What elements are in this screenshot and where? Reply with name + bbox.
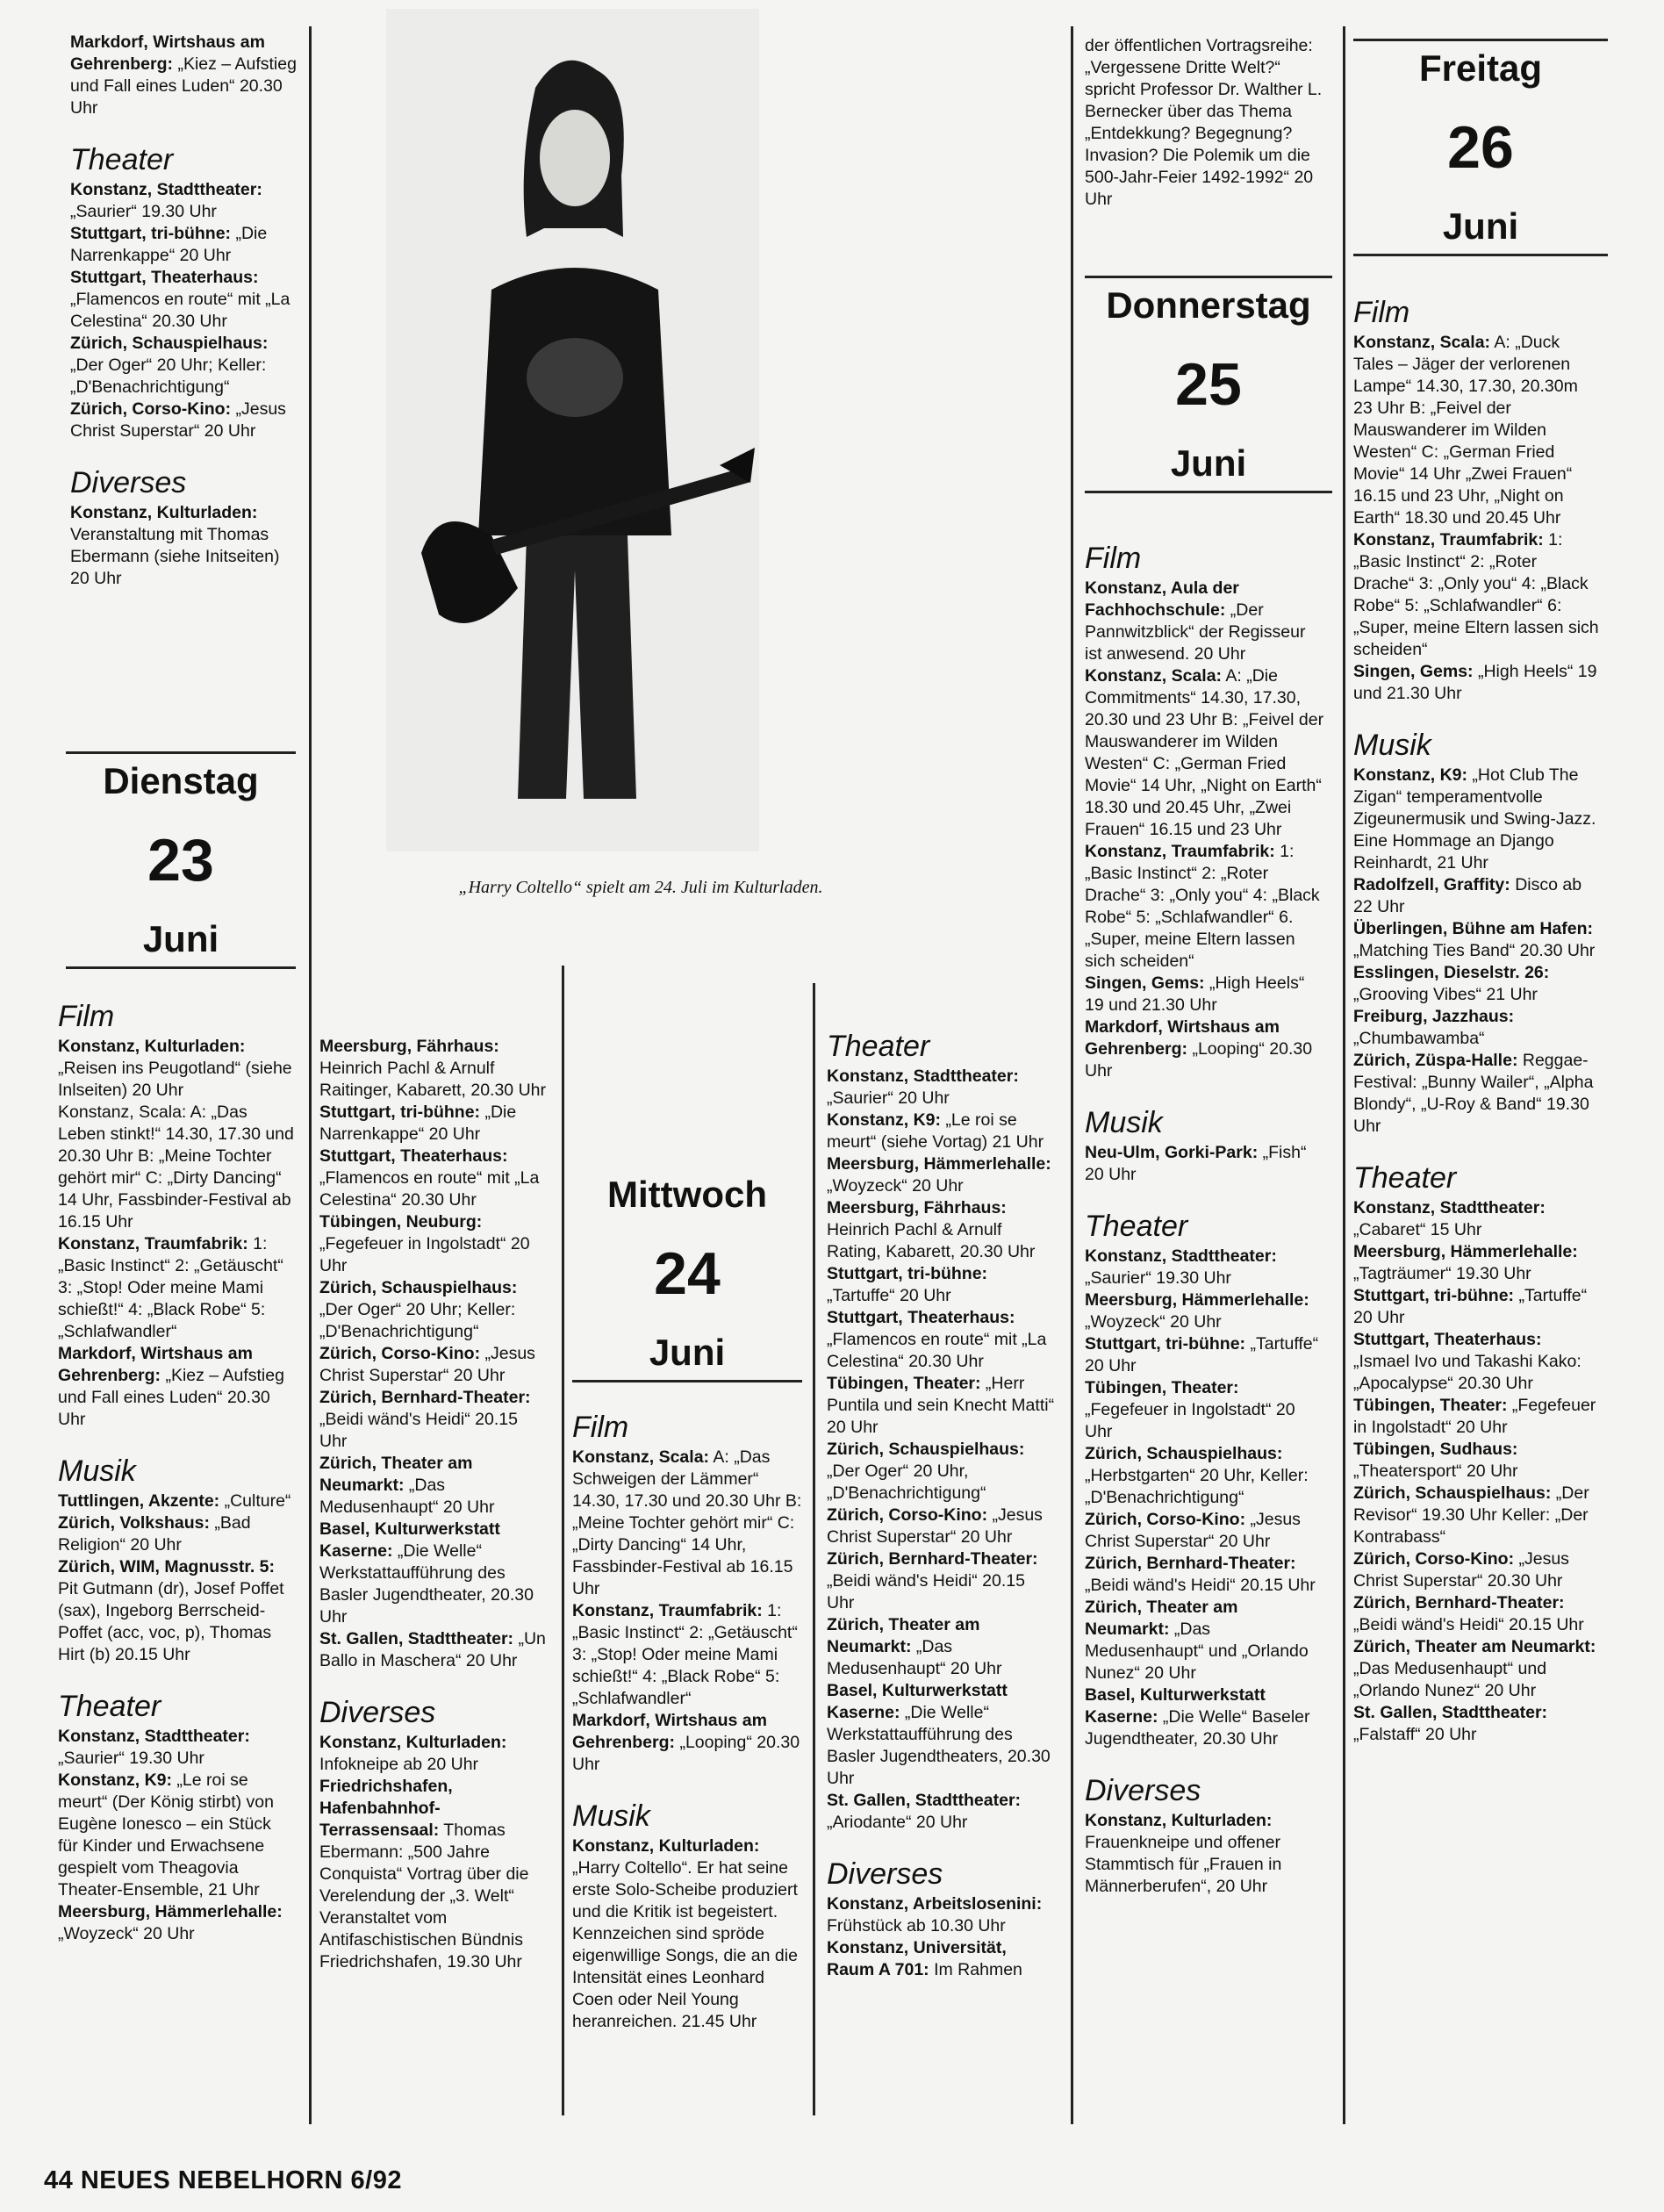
section-heading: Musik	[58, 1454, 136, 1488]
listing-entry: Tübingen, Theater: „Herr Puntila und sein Knecht Matti“ 20 Uhr	[827, 1374, 1055, 1437]
listing-entry: Konstanz, Stadttheater: „Saurier“ 19.30 Uhr	[1085, 1246, 1277, 1288]
section-heading: Musik	[1353, 729, 1431, 762]
day-number: 26	[1447, 114, 1514, 181]
listing-entry: Konstanz, Scala: A: „Die Commitments“ 14.30, 17.30, 20.30 und 23 Uhr B: „Feivel der Mauswanderer im Wilden Westen“ C: „German Fried Movie“ 14 Uhr, „Night on Earth“ 18.30 und 20.45 Uhr, „Zwei Frauen“ 16.15 und 23 Uhr	[1085, 666, 1324, 839]
listing-entry: Zürich, Theater am Neumarkt: „Das Medusenhaupt“ 20 Uhr	[827, 1615, 1002, 1678]
section-heading: Theater	[1353, 1161, 1457, 1195]
page-footer: 44 NEUES NEBELHORN 6/92	[44, 2166, 402, 2194]
section-heading: Theater	[827, 1030, 930, 1063]
column-5-bottom	[1085, 541, 1327, 1898]
listing-entry: Zürich, Bernhard-Theater: „Beidi wänd's Heidi“ 20.15 Uhr	[1353, 1593, 1584, 1634]
listing-entry: Zürich, Schauspielhaus: „Der Revisor“ 19.30 Uhr Keller: „Der Kontrabass“	[1353, 1483, 1589, 1547]
section-heading: Musik	[572, 1799, 650, 1833]
section-heading: Theater	[58, 1690, 161, 1723]
listing-entry: Freiburg, Jazzhaus: „Chumbawamba“	[1353, 1007, 1515, 1048]
listing-entry: St. Gallen, Stadttheater: „Un Ballo in Maschera“ 20 Uhr	[319, 1629, 546, 1670]
column-5-top	[1085, 35, 1332, 211]
listing-entry: Konstanz, K9: „Le roi se meurt“ (Der König stirbt) von Eugène Ionesco – ein Stück für Kinder und Erwachsene gespielt vom Theagovia Theater-Ensemble, 21 Uhr	[58, 1770, 274, 1900]
listing-entry: Zürich, Schauspielhaus: „Der Oger“ 20 Uhr, „D'Benachrichtigung“	[827, 1440, 1025, 1503]
listing-entry: Stuttgart, Theaterhaus: „Ismael Ivo und Takashi Kako: „Apocalypse“ 20.30 Uhr	[1353, 1330, 1582, 1393]
listing-entry: Zürich, Bernhard-Theater: „Beidi wänd's Heidi“ 20.15 Uhr	[319, 1388, 531, 1451]
listing-entry: Zürich, Volkshaus: „Bad Religion“ 20 Uhr	[58, 1513, 251, 1555]
section-heading: Diverses	[1085, 1774, 1201, 1807]
listing-entry: St. Gallen, Stadttheater: „Falstaff“ 20 Uhr	[1353, 1703, 1548, 1744]
listing-entry: Zürich, Corso-Kino: „Jesus Christ Superstar“ 20 Uhr	[319, 1344, 535, 1385]
listing-entry: Zürich, Bernhard-Theater: „Beidi wänd's Heidi“ 20.15 Uhr	[827, 1549, 1038, 1612]
listing-entry: Konstanz, Arbeitslosenini: Frühstück ab 10.30 Uhr	[827, 1894, 1043, 1936]
listing-entry: Basel, Kulturwerkstatt Kaserne: „Die Welle“ Baseler Jugendtheater, 20.30 Uhr	[1085, 1685, 1310, 1749]
listing-entry: Konstanz, K9: „Hot Club The Zigan“ temperamentvolle Zigeunermusik und Swing-Jazz. Eine Hommage an Django Reinhardt, 21 Uhr	[1353, 765, 1596, 873]
listing-entry: Meersburg, Hämmerlehalle: „Woyzeck“ 20 Uhr	[58, 1902, 283, 1943]
photo-harry-coltello	[386, 9, 759, 851]
day-month: Juni	[142, 918, 219, 959]
listing-entry: Tübingen, Neuburg: „Fegefeuer in Ingolstadt“ 20 Uhr	[319, 1212, 530, 1275]
listing-entry: Konstanz, Stadttheater: „Saurier“ 19.30 Uhr	[58, 1727, 250, 1768]
day-name: Mittwoch	[607, 1174, 767, 1215]
listing-entry: Stuttgart, tri-bühne: „Die Narrenkappe“ 20 Uhr	[319, 1102, 517, 1144]
listing-entry: Basel, Kulturwerkstatt Kaserne: „Die Welle“ Werkstattaufführung des Basler Jugendtheaters, 20.30 Uhr	[827, 1681, 1051, 1788]
section-heading: Musik	[1085, 1106, 1163, 1139]
day-header-mittwoch	[572, 1167, 802, 1382]
listing-entry: Zürich, Züspa-Halle: Reggae-Festival: „Bunny Wailer“, „Alpha Blondy“, „U-Roy & Band“ 19.30 Uhr	[1353, 1051, 1594, 1136]
listing-entry: Zürich, Theater am Neumarkt: „Das Medusenhaupt“ und „Orlando Nunez“ 20 Uhr	[1353, 1637, 1596, 1700]
column-3	[572, 1410, 802, 2033]
listing-entry: Konstanz, K9: „Le roi se meurt“ (siehe Vortag) 21 Uhr	[827, 1110, 1044, 1152]
listing-entry: Tuttlingen, Akzente: „Culture“	[58, 1491, 291, 1511]
listing-entry: Konstanz, Scala: A: „Duck Tales – Jäger der verlorenen Lampe“ 14.30, 17.30, 20.30m 23 Uhr B: „Feivel der Mauswanderer im Wilden Westen“ C: „German Fried Movie“ 14 Uhr „Zwei Frauen“ 16.15 und 23 Uhr, „Night on Earth“ 18.30 und 20.45 Uhr	[1353, 333, 1578, 528]
day-header-donnerstag	[1085, 276, 1332, 493]
listing-entry: Konstanz, Traumfabrik: 1: „Basic Instinct“ 2: „Getäuscht“ 3: „Stop! Oder meine Mami schießt!“ 4: „Black Robe“ 5: „Schlafwandler“	[572, 1601, 798, 1708]
listing-entry: Konstanz, Scala: A: „Das Leben stinkt!“ 14.30, 17.30 und 20.30 Uhr B: „Meine Tochter gehört mir“ C: „Dirty Dancing“ 14 Uhr, Fassbinder-Festival ab 16.15 Uhr	[58, 1102, 294, 1232]
listing-entry: Konstanz, Kulturladen: „Reisen ins Peugotland“ (siehe Inlseiten) 20 Uhr	[58, 1037, 292, 1100]
listing-entry: Zürich, Schauspielhaus: „Herbstgarten“ 20 Uhr, Keller: „D'Benachrichtigung“	[1085, 1444, 1309, 1507]
listing-entry: St. Gallen, Stadttheater: „Ariodante“ 20 Uhr	[827, 1791, 1022, 1832]
day-header-freitag	[1353, 39, 1608, 256]
guitarist-photo-icon	[386, 9, 759, 851]
listing-entry: Konstanz, Kulturladen: Infokneipe ab 20 Uhr	[319, 1733, 507, 1774]
section-heading: Film	[58, 1000, 115, 1033]
listing-entry: Zürich, Theater am Neumarkt: „Das Medusenhaupt“ 20 Uhr	[319, 1454, 495, 1517]
section-heading: Diverses	[827, 1857, 943, 1891]
listing-entry: Stuttgart, tri-bühne: „Tartuffe“ 20 Uhr	[1085, 1334, 1319, 1375]
listing-entry: Markdorf, Wirtshaus am Gehrenberg: „Kiez – Aufstieg und Fall eines Luden“ 20.30 Uhr	[58, 1344, 284, 1429]
section-heading: Film	[1085, 542, 1142, 575]
listing-entry: Zürich, Schauspielhaus: „Der Oger“ 20 Uhr; Keller: „D'Benachrichtigung“	[319, 1278, 518, 1341]
listing-entry: Stuttgart, Theaterhaus: „Flamencos en route“ mit „La Celestina“ 20.30 Uhr	[70, 268, 290, 331]
column-4	[827, 1029, 1057, 1981]
day-name: Freitag	[1418, 47, 1543, 89]
listing-entry: Konstanz, Kulturladen: „Harry Coltello“. Er hat seine erste Solo-Scheibe produziert und die Kritik ist begeistert. Kennzeichen sind spröde eigenwillige Songs, die an die Intensität eines Leonhard Coen oder Neil Young heranreichen. 21.45 Uhr	[572, 1836, 798, 2031]
listing-entry: Meersburg, Fährhaus: Heinrich Pachl & Arnulf Rating, Kabarett, 20.30 Uhr	[827, 1198, 1036, 1261]
listing-entry: Radolfzell, Graffity: Disco ab 22 Uhr	[1353, 875, 1582, 916]
listing-entry: Stuttgart, Theaterhaus: „Flamencos en route“ mit „La Celestina“ 20.30 Uhr	[319, 1146, 540, 1210]
listing-entry: Markdorf, Wirtshaus am Gehrenberg: „Looping“ 20.30 Uhr	[1085, 1017, 1313, 1081]
column-6	[1353, 295, 1599, 1746]
section-heading: Theater	[1085, 1210, 1188, 1243]
listing-entry: Meersburg, Hämmerlehalle: „Woyzeck“ 20 Uhr	[827, 1154, 1051, 1196]
listing-entry: Konstanz, Universität, Raum A 701: Im Rahmen	[827, 1938, 1022, 1979]
listing-entry: Tübingen, Sudhaus: „Theatersport“ 20 Uhr	[1353, 1440, 1518, 1481]
listing-entry: Singen, Gems: „High Heels“ 19 und 21.30 Uhr	[1085, 973, 1305, 1015]
column-2	[319, 1036, 549, 1973]
listing-entry: Zürich, Corso-Kino: „Jesus Christ Superstar“ 20 Uhr	[70, 399, 286, 441]
section-heading: Film	[572, 1411, 629, 1444]
listing-entry: Tübingen, Theater: „Fegefeuer in Ingolstadt“ 20 Uhr	[1085, 1378, 1295, 1441]
listing-entry: Meersburg, Hämmerlehalle: „Tagträumer“ 19.30 Uhr	[1353, 1242, 1578, 1283]
day-number: 24	[654, 1240, 721, 1307]
listing-entry: Überlingen, Bühne am Hafen: „Matching Ties Band“ 20.30 Uhr	[1353, 919, 1596, 960]
divider-2	[562, 966, 564, 2115]
listing-entry: Meersburg, Hämmerlehalle: „Woyzeck“ 20 Uhr	[1085, 1290, 1309, 1332]
listing-entry: Konstanz, Stadttheater: „Saurier“ 20 Uhr	[827, 1066, 1019, 1108]
listing-entry: Konstanz, Stadttheater: „Cabaret“ 15 Uhr	[1353, 1198, 1546, 1239]
day-month: Juni	[1442, 205, 1519, 247]
divider-3	[813, 983, 815, 2115]
column-1-top	[70, 32, 300, 590]
listing-entry: Esslingen, Dieselstr. 26: „Grooving Vibes“ 21 Uhr	[1353, 963, 1550, 1004]
day-number: 25	[1175, 351, 1242, 418]
section-heading: Film	[1353, 296, 1410, 329]
listing-entry: Friedrichshafen, Hafenbahnhof-Terrassensaal: Thomas Ebermann: „500 Jahre Conquista“ Vortrag über die Verelendung der „3. Welt“ Veranstaltet vom Antifaschistischen Bündnis Friedrichshafen, 19.30 Uhr	[319, 1777, 529, 1971]
listing-entry: Konstanz, Stadttheater: „Saurier“ 19.30 Uhr	[70, 180, 262, 221]
listing-entry: Stuttgart, Theaterhaus: „Flamencos en route“ mit „La Celestina“ 20.30 Uhr	[827, 1308, 1047, 1371]
listing-entry: Konstanz, Traumfabrik: 1: „Basic Instinct“ 2: „Getäuscht“ 3: „Stop! Oder meine Mami schießt!“ 4: „Black Robe“ 5: „Schlafwandler“	[58, 1234, 283, 1341]
listing-entry: Konstanz, Traumfabrik: 1: „Basic Instinct“ 2: „Roter Drache“ 3: „Only you“ 4: „Black Robe“ 5: „Schlafwandler“ 6: „Super, meine Eltern lassen sich scheiden“	[1353, 530, 1599, 659]
day-number: 23	[147, 827, 214, 894]
listing-entry: Meersburg, Fährhaus: Heinrich Pachl & Arnulf Raitinger, Kabarett, 20.30 Uhr	[319, 1037, 546, 1100]
day-name: Dienstag	[103, 760, 259, 801]
day-month: Juni	[649, 1332, 726, 1373]
day-month: Juni	[1170, 442, 1247, 484]
listing-entry: Basel, Kulturwerkstatt Kaserne: „Die Welle“ Werkstattaufführung des Basler Jugendtheater, 20.30 Uhr	[319, 1519, 534, 1627]
listing-entry: Tübingen, Theater: „Fegefeuer in Ingolstadt“ 20 Uhr	[1353, 1396, 1596, 1437]
listing-entry: Zürich, Corso-Kino: „Jesus Christ Superstar“ 20 Uhr	[1085, 1510, 1301, 1551]
listing-entry: Konstanz, Aula der Fachhochschule: „Der Pannwitzblick“ der Regisseur ist anwesend. 20 Uhr	[1085, 578, 1306, 664]
photo-caption: „Harry Coltello“ spielt am 24. Juli im Kulturladen.	[458, 878, 823, 897]
listing-entry: Zürich, Schauspielhaus: „Der Oger“ 20 Uhr; Keller: „D'Benachrichtigung“	[70, 334, 269, 397]
listing-entry: Zürich, Theater am Neumarkt: „Das Medusenhaupt“ und „Orlando Nunez“ 20 Uhr	[1085, 1598, 1309, 1683]
listing-entry: Zürich, Bernhard-Theater: „Beidi wänd's Heidi“ 20.15 Uhr	[1085, 1554, 1316, 1595]
listing-entry: Zürich, Corso-Kino: „Jesus Christ Superstar“ 20 Uhr	[827, 1505, 1043, 1547]
divider-4	[1071, 26, 1073, 2124]
day-header-dienstag	[61, 751, 300, 969]
listing-entry: Neu-Ulm, Gorki-Park: „Fish“ 20 Uhr	[1085, 1143, 1307, 1184]
column-1-bottom	[58, 999, 295, 1945]
listing-entry: Konstanz, Kulturladen: Frauenkneipe und offener Stammtisch für „Frauen in Männerberufen“, 20 Uhr	[1085, 1811, 1282, 1896]
section-heading: Theater	[70, 143, 174, 176]
listing-entry: Stuttgart, tri-bühne: „Tartuffe“ 20 Uhr	[1353, 1286, 1588, 1327]
listing-entry: Konstanz, Traumfabrik: 1: „Basic Instinct“ 2: „Roter Drache“ 3: „Only you“ 4: „Black Robe“ 5: „Schlafwandler“ 6. „Super, meine Eltern lassen sich scheiden“	[1085, 842, 1320, 971]
listing-entry: Stuttgart, tri-bühne: „Tartuffe“ 20 Uhr	[827, 1264, 988, 1305]
listing-entry: Markdorf, Wirtshaus am Gehrenberg: „Looping“ 20.30 Uhr	[572, 1711, 800, 1774]
divider-5	[1343, 26, 1345, 2124]
divider-1	[309, 26, 312, 2124]
listing-entry: Stuttgart, tri-bühne: „Die Narrenkappe“ 20 Uhr	[70, 224, 268, 265]
listing-entry: Konstanz, Scala: A: „Das Schweigen der Lämmer“ 14.30, 17.30 und 20.30 Uhr B: „Meine Tochter gehört mir“ C: „Dirty Dancing“ 14 Uhr, Fassbinder-Festival ab 16.15 Uhr	[572, 1447, 802, 1598]
listing-entry: Konstanz, Kulturladen: Veranstaltung mit Thomas Ebermann (siehe Initseiten) 20 Uhr	[70, 503, 280, 588]
section-heading: Diverses	[70, 466, 187, 499]
listing-entry: der öffentlichen Vortragsreihe: „Vergessene Dritte Welt?“ spricht Professor Dr. Walther L. Bernecker über das Thema „Entdekkung? Begegnung? Invasion? Die Polemik um die 500-Jahr-Feier 1492-1992“ 20 Uhr	[1085, 36, 1323, 209]
listing-entry: Singen, Gems: „High Heels“ 19 und 21.30 Uhr	[1353, 662, 1597, 703]
listing-entry: Zürich, WIM, Magnusstr. 5: Pit Gutmann (dr), Josef Poffet (sax), Ingeborg Berrscheid-Poffet (acc, voc, p), Thomas Hirt (b) 20.15 Uhr	[58, 1557, 284, 1664]
section-heading: Diverses	[319, 1696, 436, 1729]
listing-entry: Markdorf, Wirtshaus am Gehrenberg: „Kiez – Aufstieg und Fall eines Luden“ 20.30 Uhr	[70, 32, 297, 118]
listing-entry: Zürich, Corso-Kino: „Jesus Christ Superstar“ 20.30 Uhr	[1353, 1549, 1569, 1591]
day-name: Donnerstag	[1106, 284, 1311, 326]
